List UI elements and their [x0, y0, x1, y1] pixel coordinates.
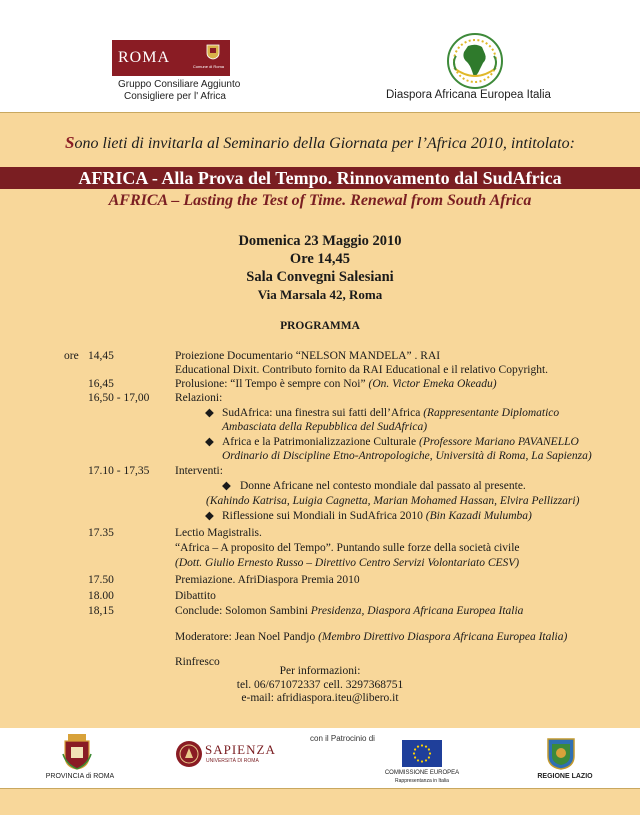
- bullet-icon: ◆: [205, 436, 214, 448]
- program-heading: PROGRAMMA: [280, 320, 360, 332]
- eu-flag-icon: [402, 740, 442, 767]
- program-time: 18.00: [88, 590, 114, 602]
- program-item: Relazioni:: [175, 392, 223, 404]
- program-item-text: SudAfrica: una finestra sui fatti dell’Africa: [222, 407, 421, 419]
- event-date: Domenica 23 Maggio 2010: [238, 233, 402, 249]
- eu-subtitle: Rappresentanza in Italia: [395, 778, 449, 784]
- program-item-speaker: Presidenza, Diaspora Africana Europea Italia: [310, 605, 524, 617]
- moderator-line: [175, 630, 567, 644]
- program-item: [175, 604, 523, 618]
- program-time: 17.50: [88, 574, 114, 586]
- roma-crest-caption: Comune di Roma: [192, 64, 224, 69]
- program-item-speaker: (Rappresentante Diplomatico: [423, 407, 560, 419]
- program-item: Premiazione. AfriDiaspora Premia 2010: [175, 574, 360, 586]
- roma-subtitle-line2: Consigliere per l' Africa: [124, 91, 226, 102]
- bullet-icon: ◆: [205, 407, 214, 419]
- program-item-text: Riflessione sui Mondiali in SudAfrica 2010: [222, 510, 423, 522]
- program-time: 16,45: [88, 378, 114, 390]
- title-english: AFRICA – Lasting the Test of Time. Renewal from South Africa: [108, 192, 532, 209]
- program-item-speaker: (Professore Mariano PAVANELLO: [419, 436, 579, 448]
- invitation-initial: S: [65, 133, 75, 152]
- roma-subtitle: [118, 79, 240, 103]
- event-address: Via Marsala 42, Roma: [257, 287, 383, 302]
- eu-star-icon: [414, 748, 416, 750]
- patronage-label: con il Patrocinio di: [310, 734, 375, 743]
- regione-lazio-crest-icon: [546, 736, 576, 770]
- provincia-roma-crest-icon: [62, 734, 92, 770]
- main-panel: [0, 112, 640, 729]
- diaspora-africa-logo-icon: [446, 32, 504, 90]
- eu-star-icon: [417, 745, 419, 747]
- program-item-speaker: Ordinario di Discipline Etno-Antropologiche, Università di Roma, La Sapienza): [222, 450, 592, 462]
- contact-info: [0, 665, 640, 706]
- program-subitem: [222, 435, 579, 449]
- program-item: Interventi:: [175, 465, 223, 477]
- diaspora-name: Diaspora Africana Europea Italia: [386, 89, 551, 101]
- sapienza-name: SAPIENZA: [205, 742, 276, 757]
- event-time: Ore 14,45: [289, 251, 351, 267]
- program-time: 17.10 - 17,35: [88, 465, 150, 477]
- eu-star-icon: [425, 745, 427, 747]
- moderator-text: Moderatore: Jean Noel Pandjo: [175, 631, 316, 643]
- program-item: [175, 377, 497, 391]
- program-item-text: Prolusione: “Il Tempo è sempre con Noi”: [175, 378, 366, 390]
- program-time: 18,15: [88, 605, 114, 617]
- program-item: Lectio Magistralis.: [175, 527, 262, 539]
- program-item-speaker: Ambasciata della Repubblica del SudAfrica): [222, 421, 428, 433]
- program-item-speaker: (Bin Kazadi Mulumba): [425, 510, 532, 522]
- program-item-text: Africa e la Patrimonializzazione Culturale: [222, 436, 417, 448]
- bullet-icon: ◆: [222, 480, 231, 492]
- program-item: Dibattito: [175, 590, 216, 602]
- program-item-text: Donne Africane nel contesto mondiale dal passato al presente.: [240, 480, 526, 492]
- eu-star-icon: [417, 759, 419, 761]
- contact-phones: tel. 06/671072337 cell. 3297368751: [236, 678, 404, 691]
- program-item-text: Conclude: Solomon Sambini: [175, 605, 308, 617]
- eu-star-icon: [421, 744, 423, 746]
- eu-star-icon: [425, 759, 427, 761]
- eu-star-icon: [414, 756, 416, 758]
- eu-star-icon: [428, 748, 430, 750]
- event-details: [0, 232, 640, 304]
- contact-label: Per informazioni:: [279, 665, 361, 677]
- program-item: Educational Dixit. Contributo fornito da RAI Educational e il relativo Copyright.: [175, 364, 549, 376]
- bullet-icon: ◆: [205, 510, 214, 522]
- program-time-prefix: ore: [64, 350, 79, 362]
- eu-star-icon: [428, 756, 430, 758]
- invitation-line: [0, 133, 640, 153]
- program-item-speaker: (Kahindo Katrisa, Luigia Cagnetta, Marian Mohamed Hassan, Elvira Pellizzari): [206, 495, 580, 507]
- eu-star-icon: [413, 752, 415, 754]
- program-subitem: [222, 406, 559, 420]
- program-item: “Africa – A proposito del Tempo”. Puntando sulle forze della società civile: [175, 542, 520, 554]
- program-time: 16,50 - 17,00: [88, 392, 150, 404]
- provincia-roma-caption: PROVINCIA di ROMA: [45, 773, 115, 780]
- program-item-speaker: (On. Victor Emeka Okeadu): [368, 378, 497, 390]
- invitation-text: ono lieti di invitarla al Seminario della Giornata per l’Africa 2010, intitolato:: [74, 135, 575, 152]
- program-subitem: [222, 509, 532, 523]
- roma-subtitle-line1: Gruppo Consiliare Aggiunto: [118, 79, 241, 90]
- program-item-speaker: (Dott. Giulio Ernesto Russo – Direttivo Centro Servizi Volontariato CESV): [175, 557, 520, 569]
- regione-lazio-caption: REGIONE LAZIO: [537, 773, 593, 780]
- roma-logo: [112, 40, 230, 76]
- moderator-role: (Membro Direttivo Diaspora Africana Europea Italia): [318, 631, 568, 643]
- sapienza-subtitle: UNIVERSITÀ DI ROMA: [206, 758, 259, 764]
- contact-email: e-mail: afridiaspora.iteu@libero.it: [241, 692, 399, 704]
- sapienza-seal-icon: [175, 740, 203, 768]
- roma-logo-word: ROMA: [118, 49, 171, 66]
- program-time: 17.35: [88, 527, 114, 539]
- header: [0, 0, 640, 112]
- program-item: Proiezione Documentario “NELSON MANDELA” . RAI: [175, 350, 441, 362]
- eu-caption: COMMISSIONE EUROPEA: [384, 770, 460, 776]
- bottom-strip: [0, 788, 640, 815]
- roma-crest-icon: [206, 44, 220, 60]
- eu-star-icon: [421, 760, 423, 762]
- rinfresco: Rinfresco: [175, 656, 220, 668]
- eu-star-icon: [429, 752, 431, 754]
- event-venue: Sala Convegni Salesiani: [246, 269, 394, 285]
- program-time: 14,45: [88, 350, 114, 362]
- title-italian: AFRICA - Alla Prova del Tempo. Rinnovamento dal SudAfrica: [0, 167, 640, 189]
